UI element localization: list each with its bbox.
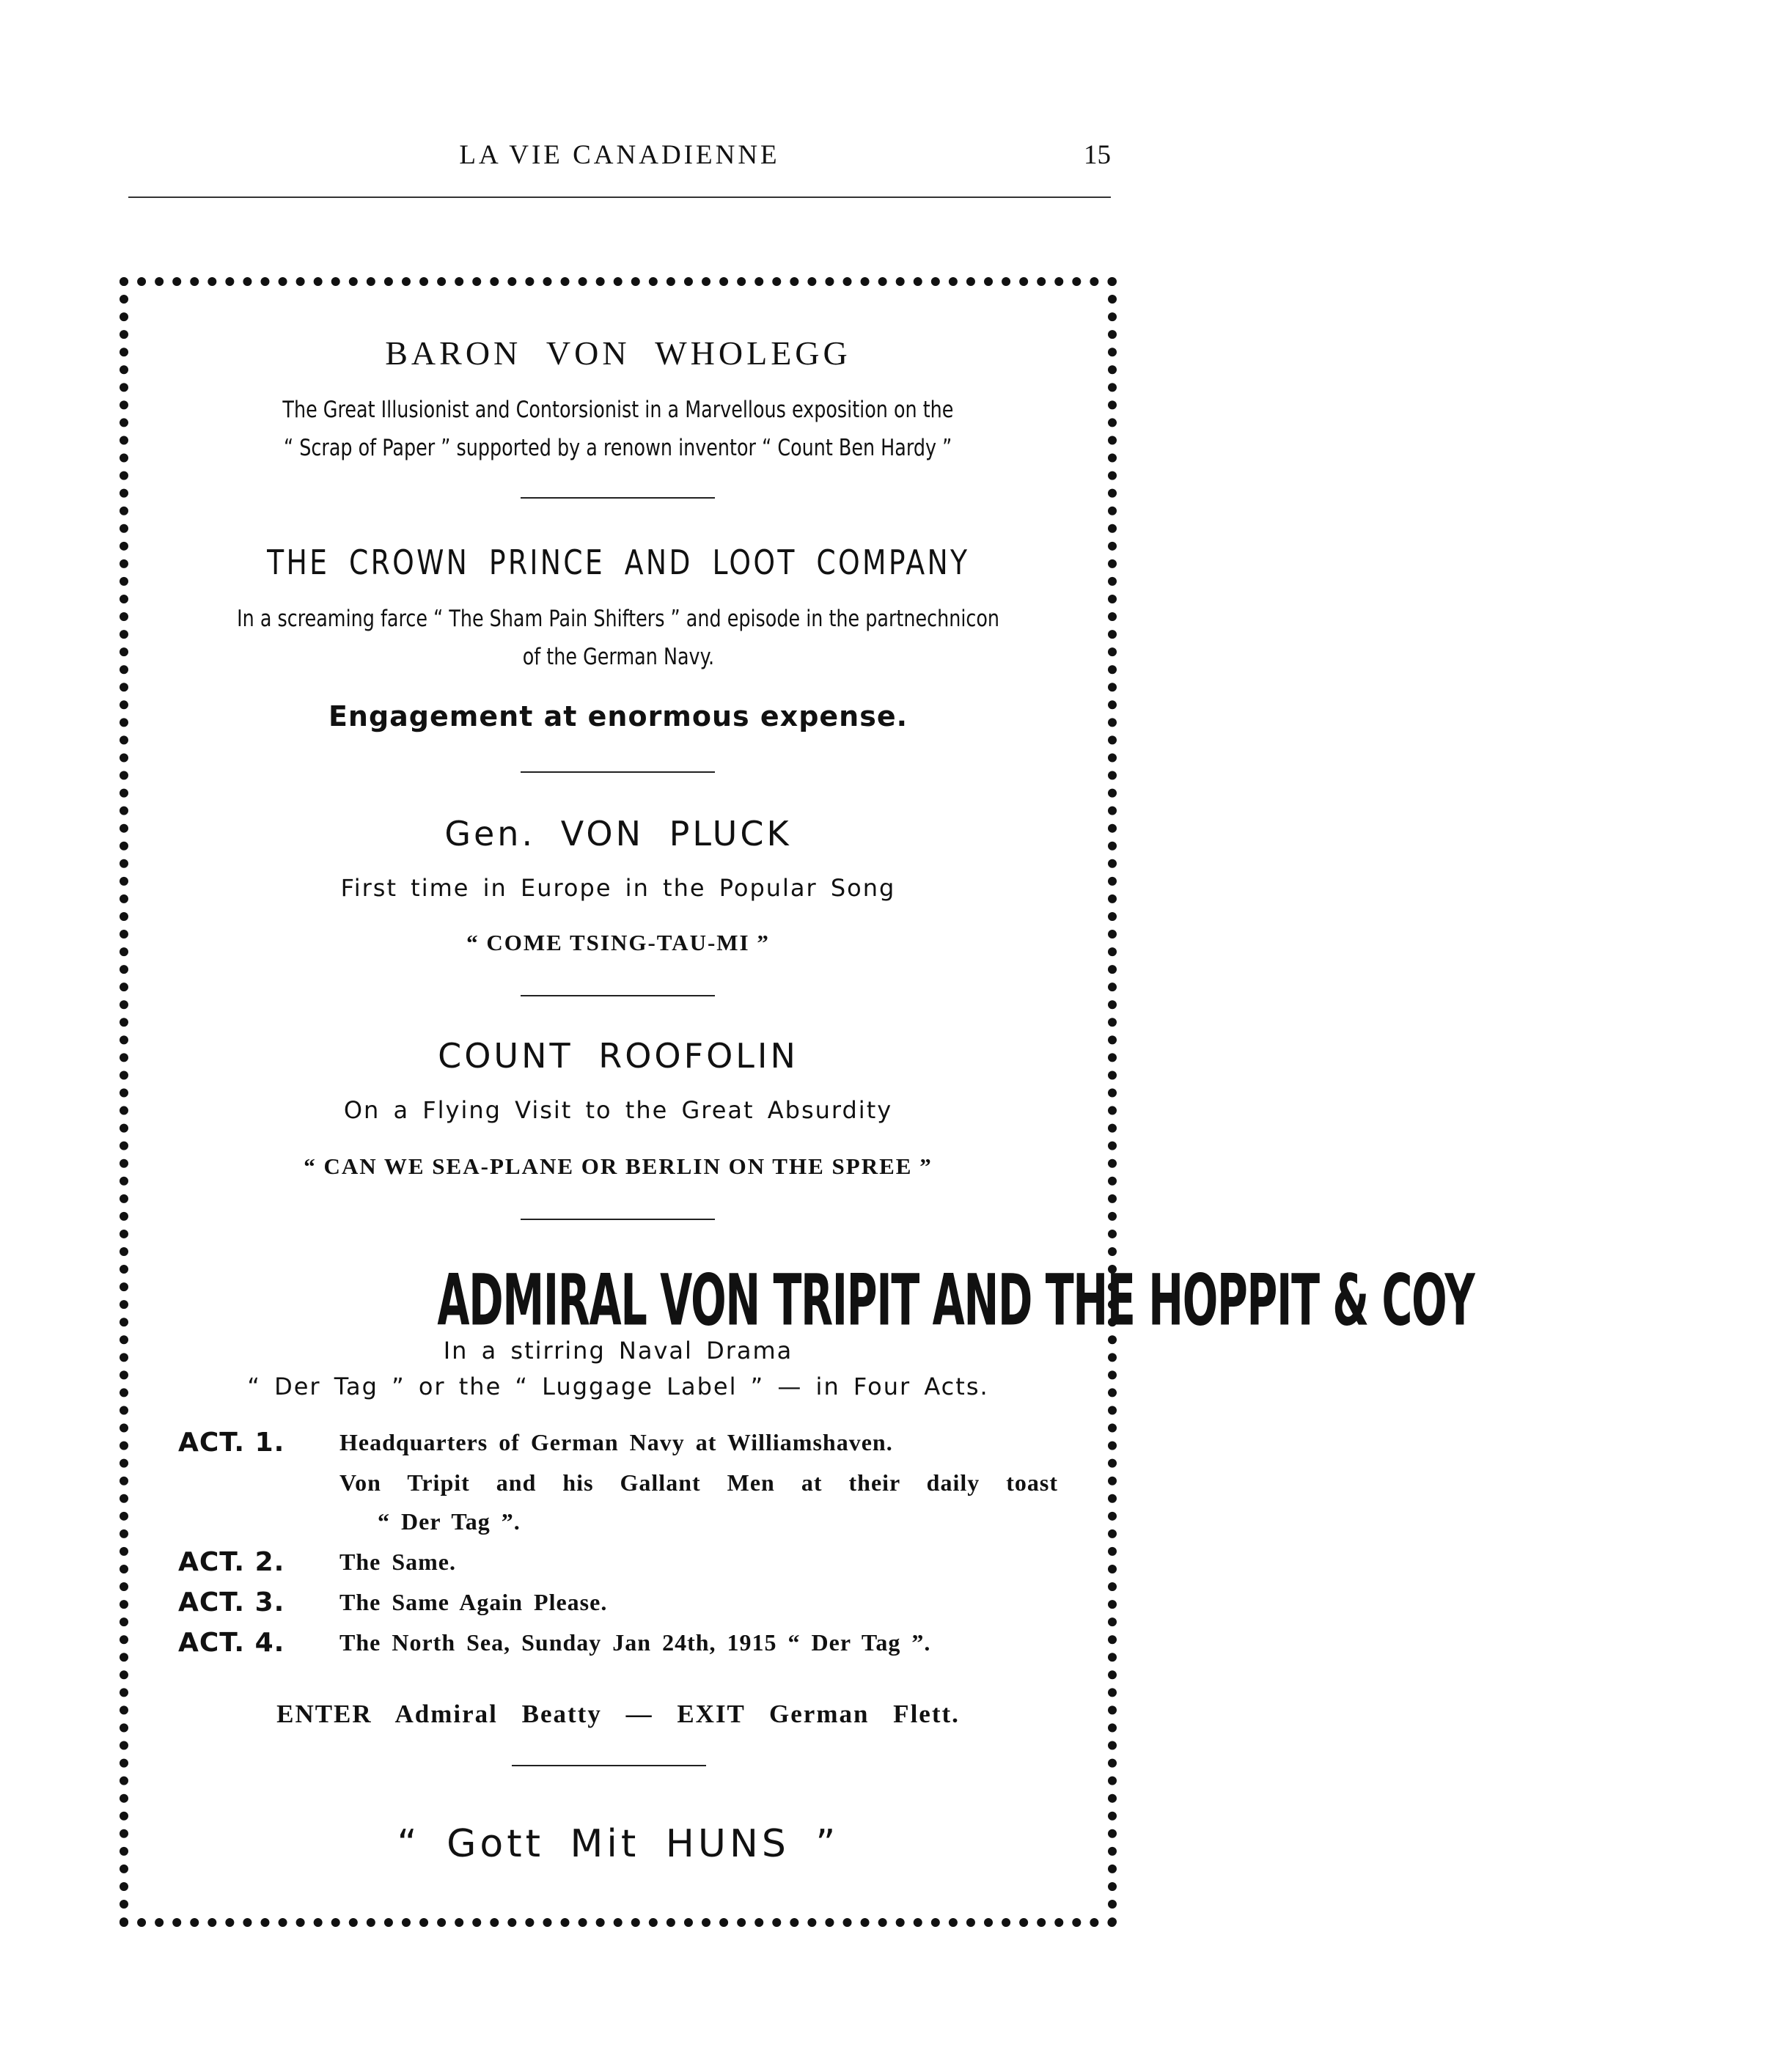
admiral-description-1: In a stirring Naval Drama bbox=[443, 1337, 793, 1365]
publication-title: LA VIE CANADIENNE bbox=[459, 140, 780, 170]
act-label: ACT. 1. bbox=[178, 1428, 285, 1458]
act-text: “ Der Tag ”. bbox=[378, 1508, 521, 1535]
header-rule bbox=[128, 197, 1111, 198]
crown-description-2: of the German Navy. bbox=[522, 644, 714, 670]
crown-line-2 bbox=[120, 638, 1117, 676]
admiral-description-2: “ Der Tag ” or the “ Luggage Label ” — in Four Acts. bbox=[247, 1373, 989, 1400]
roofolin-song: “ CAN WE SEA-PLANE OR BERLIN ON THE SPREE ” bbox=[304, 1153, 933, 1179]
section-divider-2 bbox=[521, 771, 715, 773]
act-3-row bbox=[178, 1587, 1058, 1628]
closing-motto: “ Gott Mit HUNS ” bbox=[397, 1822, 840, 1866]
section-divider-5 bbox=[512, 1765, 706, 1766]
admiral-heading: ADMIRAL VON TRIPIT AND THE HOPPIT & COY bbox=[437, 1259, 1475, 1342]
pluck-heading: Gen. VON PLUCK bbox=[444, 814, 792, 853]
baron-description-1: The Great Illusionist and Contorsionist in a Marvellous exposition on the bbox=[282, 397, 954, 423]
act-2-row bbox=[178, 1547, 1058, 1588]
section-divider-3 bbox=[521, 995, 715, 996]
act-text: The Same Again Please. bbox=[339, 1589, 608, 1615]
act-text: Headquarters of German Navy at Williamshaven. bbox=[339, 1429, 893, 1455]
act-text: Von Tripit and his Gallant Men at their daily toast bbox=[339, 1469, 1058, 1496]
act-1-continued-row bbox=[178, 1468, 1058, 1509]
crown-description-1: In a screaming farce “ The Sham Pain Shifters ” and episode in the partnechnicon bbox=[237, 606, 999, 632]
crown-heading-wrap bbox=[120, 543, 1117, 582]
act-1-row bbox=[178, 1428, 1058, 1469]
baron-line-2 bbox=[120, 429, 1117, 467]
section-divider-4 bbox=[521, 1219, 715, 1220]
pluck-description: First time in Europe in the Popular Song bbox=[340, 874, 896, 902]
section-divider-1 bbox=[521, 497, 715, 499]
act-label: ACT. 2. bbox=[178, 1547, 285, 1577]
act-1-toast-row bbox=[178, 1507, 1058, 1548]
admiral-heading-wrap bbox=[120, 1259, 1475, 1342]
act-text: The North Sea, Sunday Jan 24th, 1915 “ Der Tag ”. bbox=[339, 1629, 931, 1656]
act-text: The Same. bbox=[339, 1549, 456, 1575]
baron-heading: BARON VON WHOLEGG bbox=[385, 334, 851, 372]
crown-line-1 bbox=[120, 600, 1117, 638]
engagement-line: Engagement at enormous expense. bbox=[328, 700, 908, 732]
baron-line-1 bbox=[120, 391, 1117, 429]
page-number: 15 bbox=[1084, 140, 1111, 170]
baron-description-2: “ Scrap of Paper ” supported by a renown inventor “ Count Ben Hardy ” bbox=[284, 435, 952, 461]
act-4-row bbox=[178, 1628, 1058, 1669]
pluck-song: “ COME TSING-TAU-MI ” bbox=[466, 930, 770, 955]
act-label: ACT. 4. bbox=[178, 1628, 285, 1658]
running-head bbox=[128, 139, 1111, 176]
enter-exit-line: ENTER Admiral Beatty — EXIT German Flett. bbox=[276, 1700, 960, 1728]
crown-prince-heading: THE CROWN PRINCE AND LOOT COMPANY bbox=[266, 543, 970, 582]
roofolin-description: On a Flying Visit to the Great Absurdity bbox=[343, 1096, 893, 1124]
act-label: ACT. 3. bbox=[178, 1587, 285, 1617]
roofolin-heading: COUNT ROOFOLIN bbox=[438, 1036, 798, 1076]
